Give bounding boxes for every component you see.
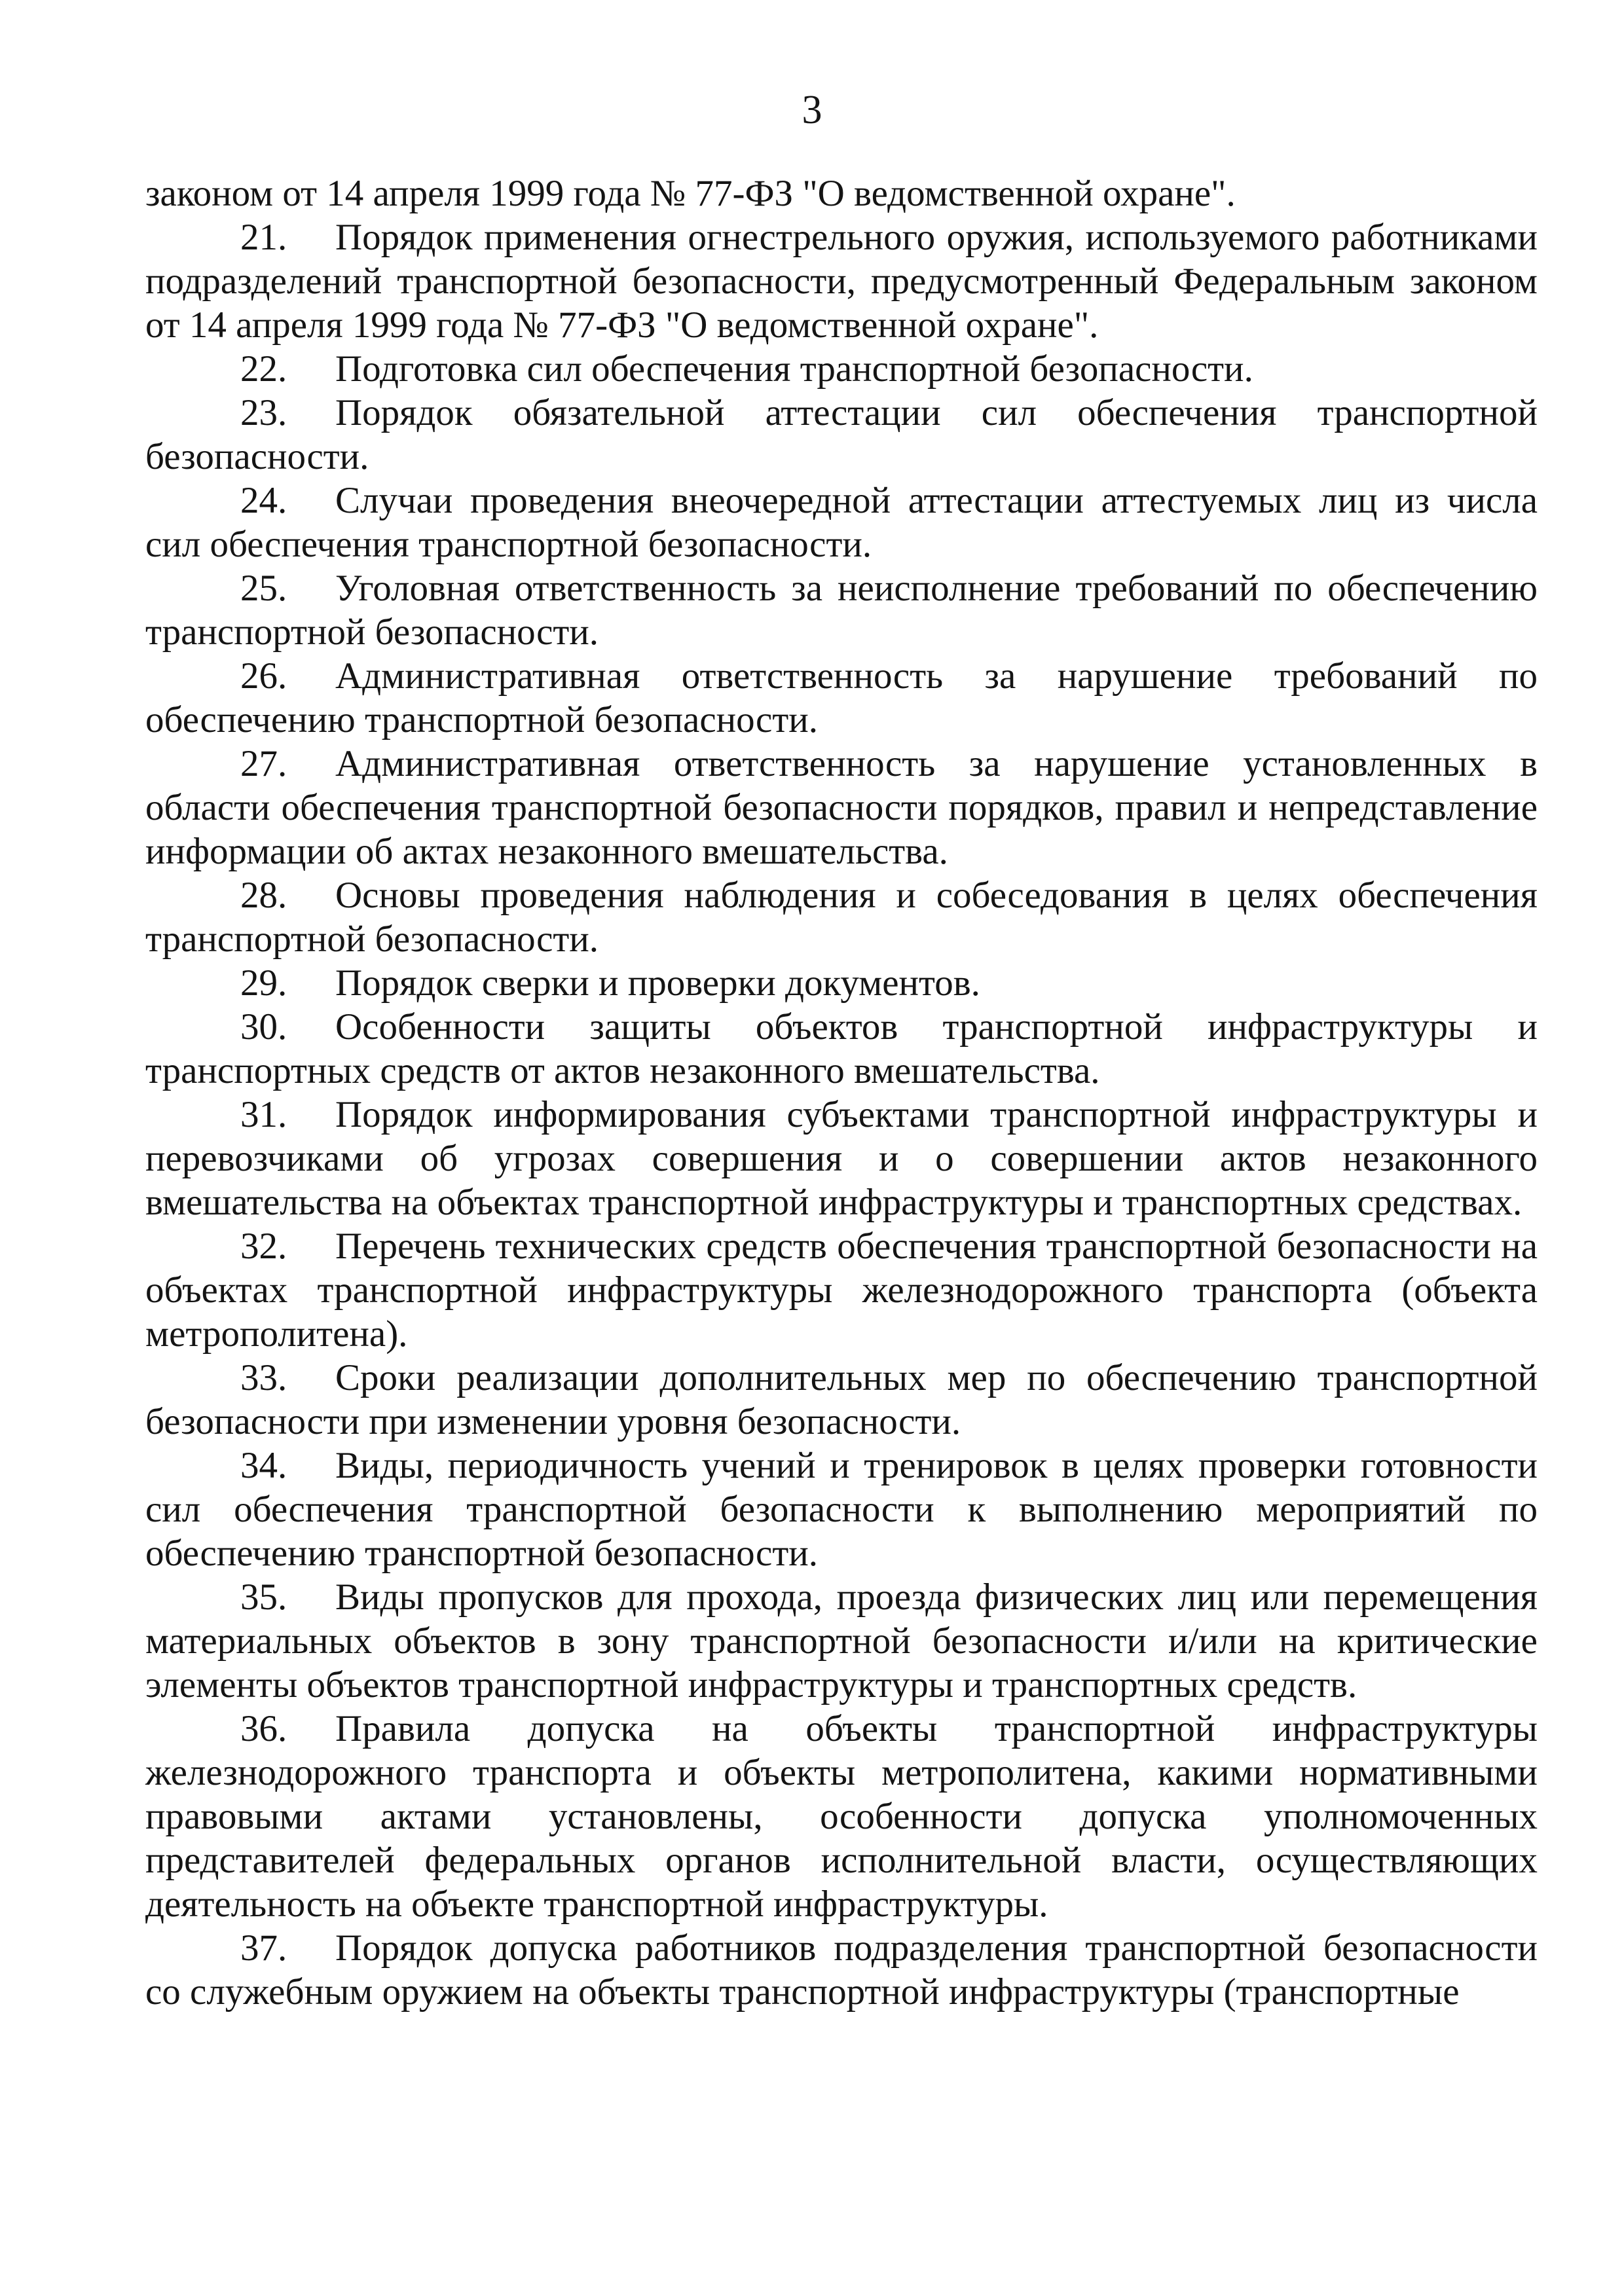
paragraph-text: Порядок информирования субъектами транспортной инфраструктуры и перевозчиками об угрозах совершения и о совершении актов незаконного вмешательства на объектах транспортной инфраструктуры и транспортных средствах.	[145, 1094, 1538, 1223]
list-item	[145, 1926, 1538, 2014]
list-item	[145, 1224, 1538, 1356]
list-item-continuation	[145, 172, 1538, 215]
item-number: 30.	[240, 1006, 287, 1048]
item-number: 22.	[240, 348, 287, 390]
list-item	[145, 479, 1538, 566]
document-body	[145, 172, 1538, 2014]
paragraph-text: законом от 14 апреля 1999 года № 77-ФЗ "О ведомственной охране".	[145, 173, 1236, 214]
paragraph-text: Сроки реализации дополнительных мер по обеспечению транспортной безопасности при изменении уровня безопасности.	[145, 1357, 1538, 1442]
paragraph-text: Порядок обязательной аттестации сил обеспечения транспортной безопасности.	[145, 392, 1538, 477]
paragraph-text: Порядок сверки и проверки документов.	[335, 962, 980, 1004]
item-number: 24.	[240, 480, 287, 521]
list-item	[145, 1575, 1538, 1707]
list-item	[145, 347, 1538, 391]
paragraph-text: Виды пропусков для прохода, проезда физических лиц или перемещения материальных объектов в зону транспортной безопасности и/или на критические элементы объектов транспортной инфраструктуры и транспортных средств.	[145, 1576, 1538, 1705]
paragraph-text: Перечень технических средств обеспечения транспортной безопасности на объектах транспортной инфраструктуры железнодорожного транспорта (объекта метрополитена).	[145, 1226, 1538, 1355]
page-number: 3	[802, 88, 822, 132]
item-number: 21.	[240, 217, 287, 258]
paragraph-text: Основы проведения наблюдения и собеседования в целях обеспечения транспортной безопасности.	[145, 875, 1538, 960]
item-number: 23.	[240, 392, 287, 433]
list-item	[145, 742, 1538, 873]
paragraph-text: Порядок применения огнестрельного оружия, используемого работниками подразделений транспортной безопасности, предусмотренный Федеральным законом от 14 апреля 1999 года № 77-ФЗ "О ведомственной охране".	[145, 217, 1538, 346]
list-item	[145, 1005, 1538, 1093]
item-number: 34.	[240, 1445, 287, 1486]
paragraph-text: Уголовная ответственность за неисполнение требований по обеспечению транспортной безопасности.	[145, 568, 1538, 653]
item-number: 31.	[240, 1094, 287, 1135]
item-number: 32.	[240, 1226, 287, 1267]
paragraph-text: Случаи проведения внеочередной аттестации аттестуемых лиц из числа сил обеспечения транспортной безопасности.	[145, 480, 1538, 565]
paragraph-text: Порядок допуска работников подразделения транспортной безопасности со служебным оружием на объекты транспортной инфраструктуры (транспортные	[145, 1927, 1538, 2013]
paragraph-text: Особенности защиты объектов транспортной инфраструктуры и транспортных средств от актов незаконного вмешательства.	[145, 1006, 1538, 1091]
item-number: 27.	[240, 743, 287, 784]
list-item	[145, 873, 1538, 961]
item-number: 36.	[240, 1708, 287, 1749]
paragraph-text: Административная ответственность за нарушение требований по обеспечению транспортной безопасности.	[145, 655, 1538, 740]
paragraph-text: Подготовка сил обеспечения транспортной безопасности.	[335, 348, 1253, 390]
paragraph-text: Виды, периодичность учений и тренировок в целях проверки готовности сил обеспечения транспортной безопасности к выполнению мероприятий по обеспечению транспортной безопасности.	[145, 1445, 1538, 1574]
list-item	[145, 391, 1538, 479]
list-item	[145, 566, 1538, 654]
item-number: 26.	[240, 655, 287, 697]
item-number: 33.	[240, 1357, 287, 1398]
item-number: 28.	[240, 875, 287, 916]
item-number: 25.	[240, 568, 287, 609]
list-item	[145, 654, 1538, 742]
list-item	[145, 1356, 1538, 1444]
item-number: 35.	[240, 1576, 287, 1618]
list-item	[145, 961, 1538, 1005]
paragraph-text: Административная ответственность за нарушение установленных в области обеспечения транспортной безопасности порядков, правил и непредставление информации об актах незаконного вмешательства.	[145, 743, 1538, 872]
paragraph-text: Правила допуска на объекты транспортной инфраструктуры железнодорожного транспорта и объекты метрополитена, какими нормативными правовыми актами установлены, особенности допуска уполномоченных представителей федеральных органов исполнительной власти, осуществляющих деятельность на объекте транспортной инфраструктуры.	[145, 1708, 1538, 1925]
list-item	[145, 1093, 1538, 1224]
list-item	[145, 1444, 1538, 1575]
item-number: 37.	[240, 1927, 287, 1969]
item-number: 29.	[240, 962, 287, 1004]
list-item	[145, 1707, 1538, 1926]
list-item	[145, 215, 1538, 347]
